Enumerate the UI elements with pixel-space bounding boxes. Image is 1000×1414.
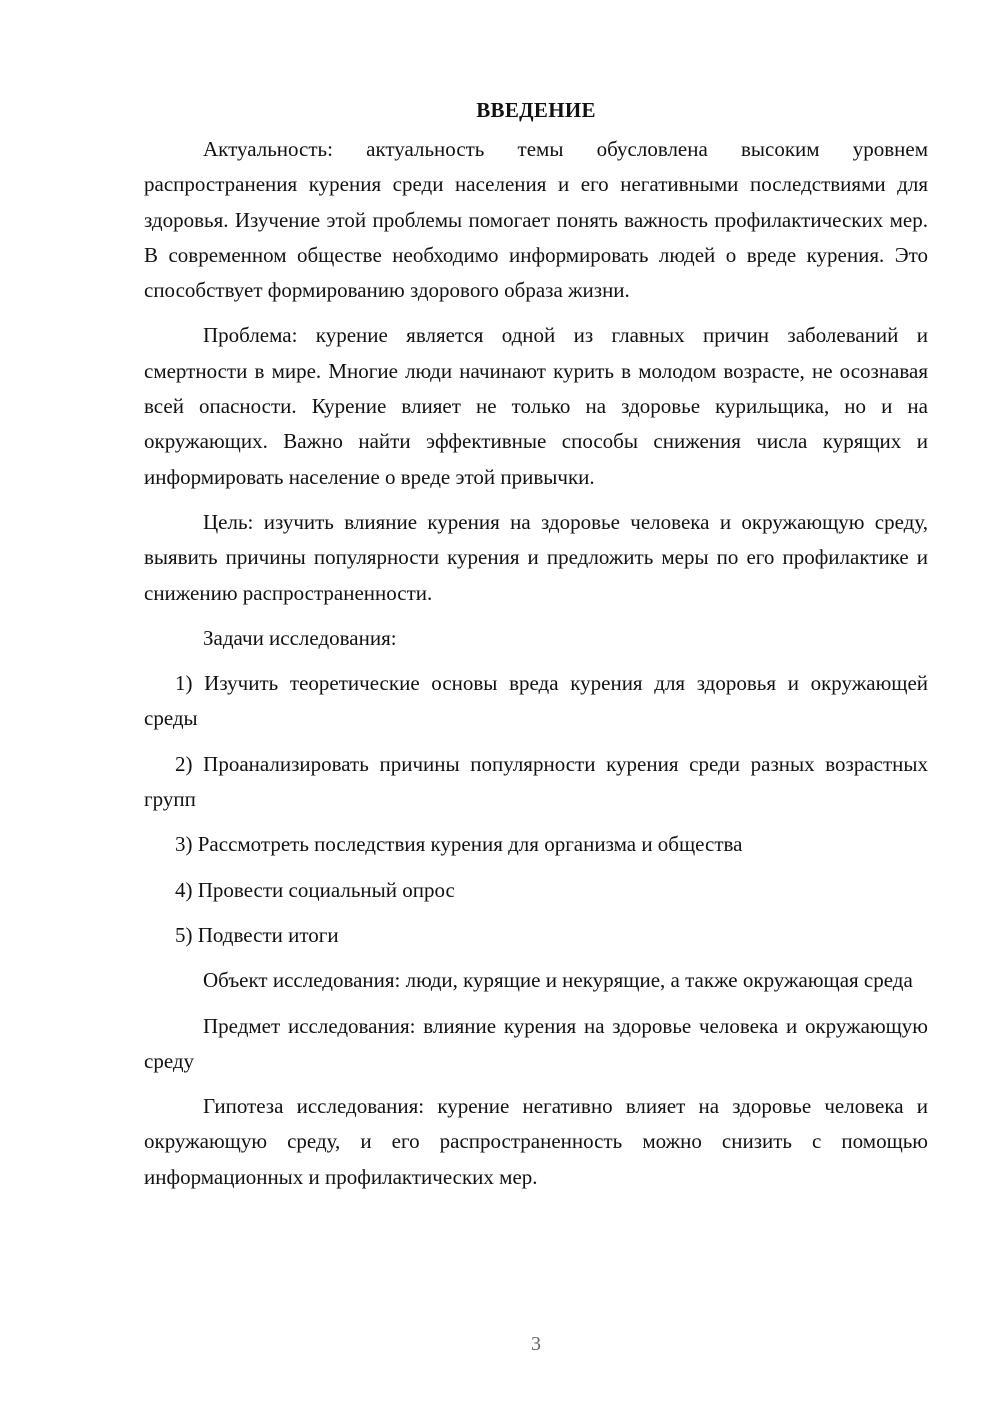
document-page xyxy=(144,92,928,1205)
paragraph-goal: Цель: изучить влияние курения на здоровье человека и окружающую среду, выявить причины популярности курения и предложить меры по его профилактике и снижению распространенности. xyxy=(144,509,928,605)
task-item-2: 2) Проанализировать причины популярности курения среди разных возрастных групп xyxy=(144,751,928,812)
task-item-5: 5) Подвести итоги xyxy=(175,922,339,947)
tasks-heading: Задачи исследования: xyxy=(203,625,397,650)
task-list xyxy=(144,666,928,953)
task-item-4: 4) Провести социальный опрос xyxy=(175,877,455,902)
paragraph-object: Объект исследования: люди, курящие и некурящие, а также окружающая среда xyxy=(203,968,913,993)
task-item-1: 1) Изучить теоретические основы вреда курения для здоровья и окружающей среды xyxy=(144,671,928,731)
page-title: ВВЕДЕНИЕ xyxy=(476,98,596,122)
paragraph-subject: Предмет исследования: влияние курения на здоровье человека и окружающую среду xyxy=(144,1013,928,1073)
paragraph-problem: Проблема: курение является одной из главных причин заболеваний и смертности в мире. Многие люди начинают курить в молодом возрасте, не осознавая всей опасности. Курение влияет не только на здоровье курильщика, но и на окружающих. Важно найти эффективные способы снижения числа курящих и информировать население о вреде этой привычки. xyxy=(144,323,928,489)
paragraph-relevance: Актуальность: актуальность темы обусловлена высоким уровнем распространения курения среди населения и его негативными последствиями для здоровья. Изучение этой проблемы помогает понять важность профилактических мер. В современном обществе необходимо информировать людей о вреде курения. Это способствует формированию здорового образа жизни. xyxy=(144,137,928,303)
page-number: 3 xyxy=(531,1333,541,1355)
task-item-3: 3) Рассмотреть последствия курения для организма и общества xyxy=(175,832,743,857)
paragraph-hypothesis: Гипотеза исследования: курение негативно влияет на здоровье человека и окружающую среду, и его распространенность можно снизить с помощью информационных и профилактических мер. xyxy=(144,1094,928,1189)
